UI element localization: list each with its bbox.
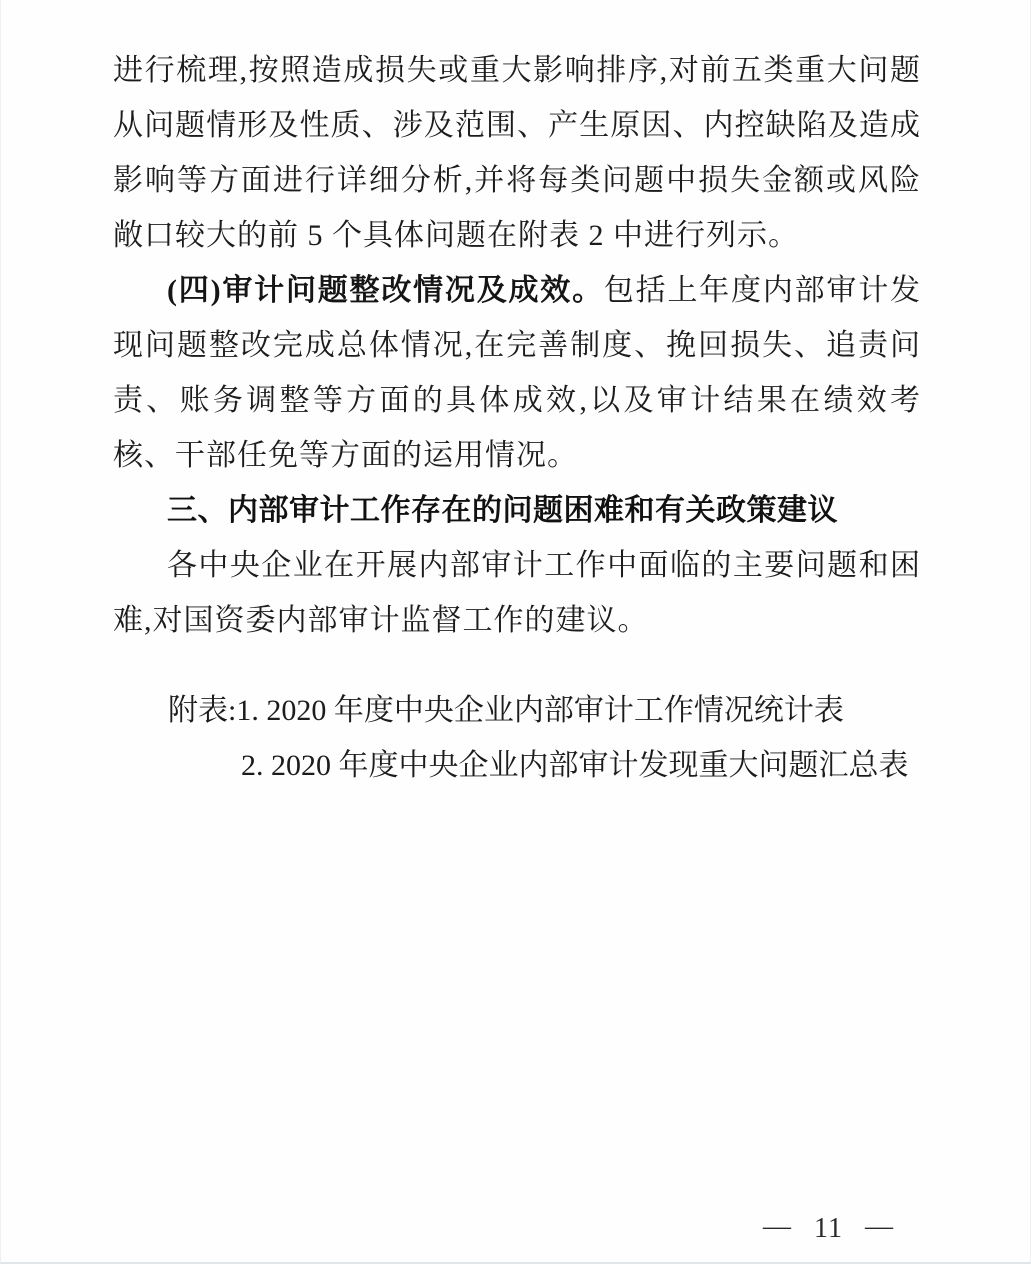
section-three-heading: 三、内部审计工作存在的问题困难和有关政策建议 [167, 494, 838, 527]
attachments-label: 附表: [168, 694, 237, 727]
paragraph-continued-from-previous-page: 进行梳理,按照造成损失或重大影响排序,对前五类重大问题从问题情形及性质、涉及范围、产生原因、内控缺陷及造成影响等方面进行详细分析,并将每类问题中损失金额或风险敞口较大的前 5 个具体问题在附表 2 中进行列示。 [113, 54, 921, 252]
document-content [113, 43, 921, 793]
page-number-dash-left: — [763, 1211, 792, 1242]
attachment-item-2-line [113, 738, 921, 793]
paragraph-lead-bold: (四)审计问题整改情况及成效。 [167, 274, 604, 307]
page-number-dash-right: — [864, 1211, 894, 1242]
page-number-value: 11 [814, 1213, 843, 1244]
attachment-item-2: 2. 2020 年度中央企业内部审计发现重大问题汇总表 [241, 749, 909, 782]
attachments-list [113, 683, 921, 793]
paragraph-audit-rectification [113, 263, 921, 483]
page-number [763, 1213, 894, 1245]
attachment-item-1: 1. 2020 年度中央企业内部审计工作情况统计表 [236, 694, 844, 727]
attachment-item-1-line [113, 683, 921, 738]
paragraph-lead-body: 包括上年度内部审计发现问题整改完成总体情况,在完善制度、挽回损失、追责问责、账务调整等方面的具体成效,以及审计结果在绩效考核、干部任免等方面的运用情况。 [113, 274, 922, 472]
section-three-paragraph: 各中央企业在开展内部审计工作中面临的主要问题和困难,对国资委内部审计监督工作的建议。 [113, 549, 921, 637]
